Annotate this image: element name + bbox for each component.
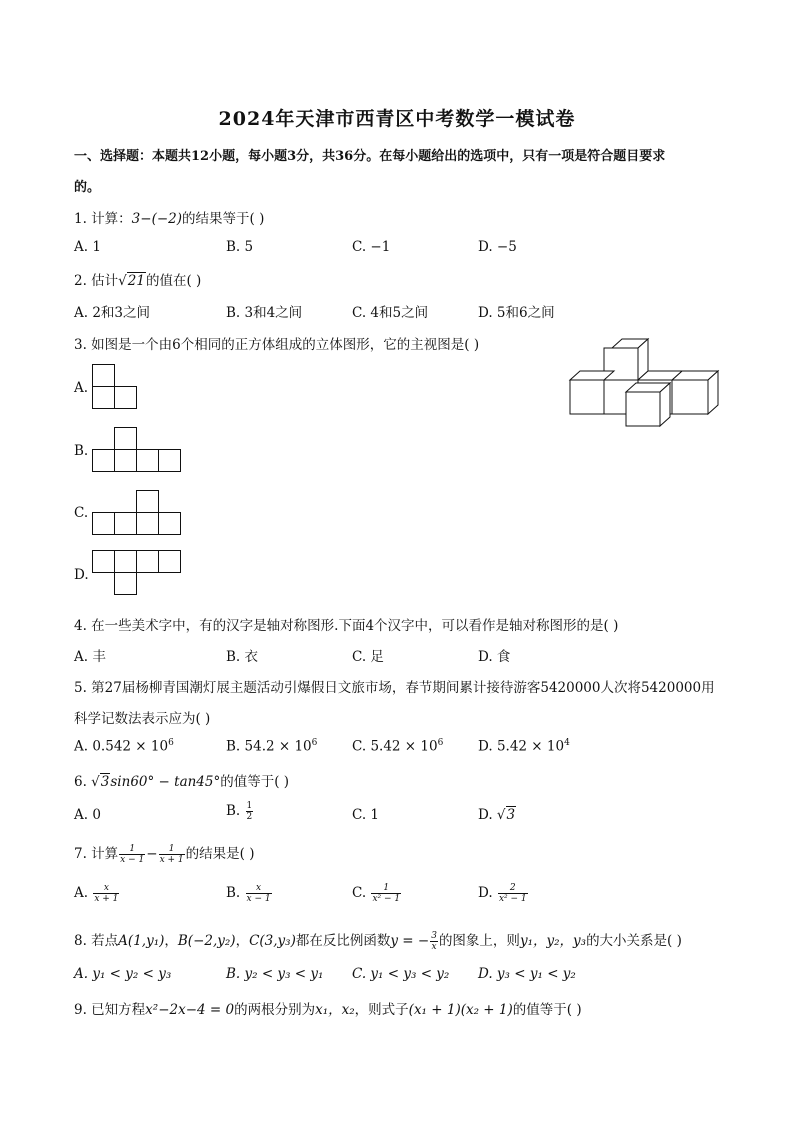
q2-option-b[interactable]: B. 3和4之间: [226, 305, 303, 321]
q1-option-b[interactable]: B. 5: [226, 239, 254, 255]
q7-option-a[interactable]: A. $\frac{x}{x + 1}$: [74, 883, 119, 904]
q6-option-d[interactable]: D. √3: [478, 807, 516, 823]
q5-option-d[interactable]: D. $5.42 \times 10^4$: [478, 738, 570, 755]
q2-radicand: 21: [127, 273, 145, 289]
q4-option-d[interactable]: D. 食: [478, 649, 511, 665]
question-9: 9. 已知方程x²−2x−4 = 0的两根分别为x₁，x₂，则式子(x₁ + 1)(x₂ + 1)的值等于( ): [74, 1002, 582, 1018]
q3-option-a-label[interactable]: A.: [74, 380, 89, 396]
q2-option-a[interactable]: A. 2和3之间: [74, 305, 151, 321]
q5-option-a[interactable]: A. $0.542 \times 10^6$: [74, 738, 174, 755]
q3-option-b-figure[interactable]: [92, 427, 182, 473]
q4-option-c[interactable]: C. 足: [352, 649, 384, 665]
q4-option-a[interactable]: A. 丰: [74, 649, 106, 665]
q1-option-c[interactable]: C. −1: [352, 239, 391, 255]
q7-option-c[interactable]: C. $\frac{1}{\text{x² − 1}}$: [352, 883, 401, 904]
q5-option-b[interactable]: B. $54.2 \times 10^6$: [226, 738, 318, 755]
q1-prefix: 1. 计算：: [74, 211, 132, 227]
q5-option-c[interactable]: C. $5.42 \times 10^6$: [352, 738, 444, 755]
q1-option-d[interactable]: D. −5: [478, 239, 517, 255]
question-1: [74, 207, 264, 227]
q8-option-c[interactable]: C. y₁ < y₃ < y₂: [352, 966, 450, 982]
q6-option-c[interactable]: C. 1: [352, 807, 380, 823]
q3-option-b-label[interactable]: B.: [74, 443, 89, 459]
q3-option-c-label[interactable]: C.: [74, 505, 89, 521]
page-title: 2024年天津市西青区中考数学一模试卷: [218, 108, 576, 130]
q3-option-c-figure[interactable]: [92, 490, 182, 536]
q7-option-d[interactable]: D. $\frac{2}{\text{x² − 1}}$: [478, 883, 527, 904]
q3-option-d-figure[interactable]: [92, 550, 182, 596]
q6-expression: sin60° − tan45°: [110, 774, 221, 790]
q8-option-d[interactable]: D. y₃ < y₁ < y₂: [478, 966, 576, 982]
q3-option-d-label[interactable]: D.: [74, 567, 89, 583]
q3-option-a-figure[interactable]: [92, 364, 138, 410]
question-4: 4. 在一些美术字中，有的汉字是轴对称图形.下面4个汉字中，可以看作是轴对称图形的是( ): [74, 618, 619, 634]
q8-option-b[interactable]: B. y₂ < y₃ < y₁: [226, 966, 324, 982]
q2-option-d[interactable]: D. 5和6之间: [478, 305, 555, 321]
q1-option-a[interactable]: A. 1: [74, 239, 101, 255]
q6-option-a[interactable]: A. 0: [74, 807, 101, 823]
question-5-cont: 科学记数法表示应为( ): [74, 711, 211, 727]
question-5: 5. 第27届杨柳青国潮灯展主题活动引爆假日文旅市场，春节期间累计接待游客5420000人次将5420000用: [74, 680, 715, 696]
q4-option-b[interactable]: B. 衣: [226, 649, 259, 665]
question-6: 6. √3sin60° − tan45°的值等于( ): [74, 774, 290, 790]
question-3: 3. 如图是一个由6个相同的正方体组成的立体图形，它的主视图是( ): [74, 337, 480, 353]
q6-option-b[interactable]: B. $\frac{1}{2}$: [226, 801, 253, 822]
question-2: 2. 估计√21的值在( ): [74, 273, 202, 289]
cube-solid-figure: [568, 339, 720, 429]
section-heading-cont: 的。: [74, 180, 101, 195]
q2-option-c[interactable]: C. 4和5之间: [352, 305, 429, 321]
q1-expression: 3−(−2): [131, 211, 183, 227]
q2-suffix: 的值在( ): [145, 273, 202, 289]
q1-suffix: 的结果等于( ): [182, 211, 265, 227]
question-8: 8. 若点A(1,y₁)，B(−2,y₂)，C(3,y₃)都在反比例函数y = − $\frac{3}{x}$ 的图象上，则y₁，y₂，y₃的大小关系是( ): [74, 931, 682, 952]
question-7: 7. 计算 $\frac{1}{x - 1}$ − $\frac{1}{x + 1}$ 的结果是( ): [74, 844, 255, 865]
q7-option-b[interactable]: B. $\frac{x}{x - 1}$: [226, 883, 271, 904]
q6-radicand: 3: [100, 774, 110, 790]
section-heading: 一、选择题：本题共12小题，每小题3分，共36分。在每小题给出的选项中，只有一项是符合题目要求: [74, 149, 666, 164]
q2-prefix: 2. 估计: [74, 273, 119, 289]
q8-option-a[interactable]: A. y₁ < y₂ < y₃: [74, 966, 172, 982]
